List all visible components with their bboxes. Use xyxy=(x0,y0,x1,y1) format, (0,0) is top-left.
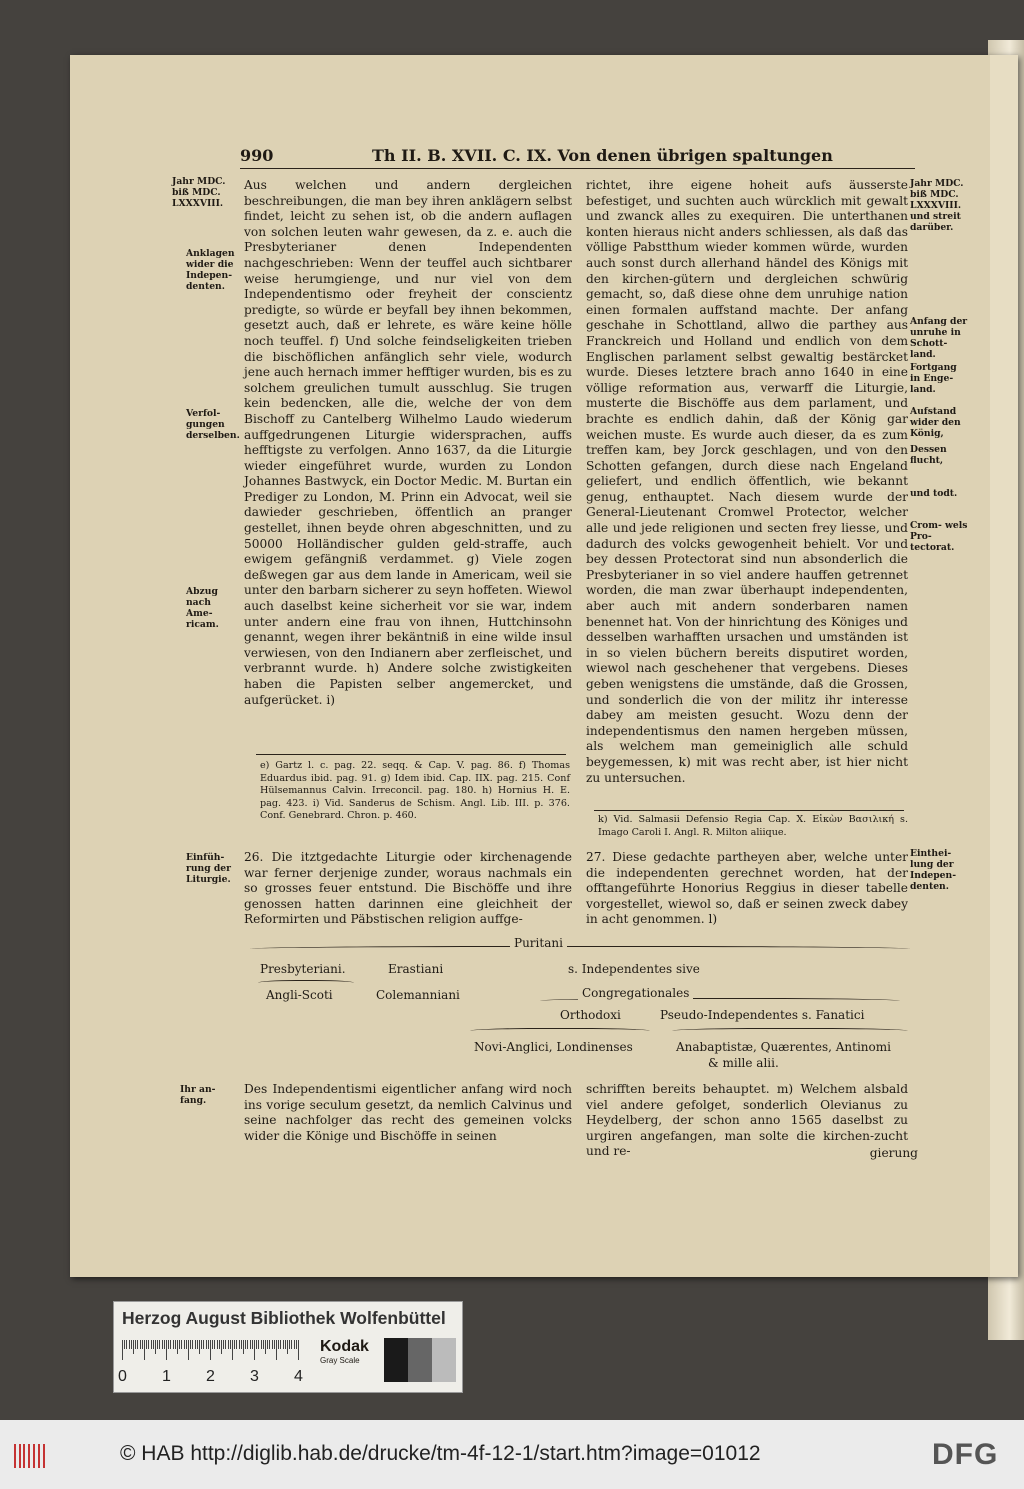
ruler-tick-mark xyxy=(265,1340,266,1354)
ruler-tick-mark xyxy=(190,1340,191,1349)
ruler-tick-mark xyxy=(122,1340,123,1360)
barcode-icon xyxy=(14,1444,48,1468)
margin-note-anklagen: Anklagen wider die Indepen- denten. xyxy=(186,248,235,292)
ruler-tick-mark xyxy=(245,1340,246,1349)
ruler-tick-mark xyxy=(197,1340,198,1349)
ruler-tick-mark xyxy=(140,1340,141,1349)
ruler-tick-mark xyxy=(261,1340,262,1349)
ruler-tick-0: 0 xyxy=(118,1368,127,1385)
ruler-tick-mark xyxy=(217,1340,218,1349)
ruler-tick-mark xyxy=(256,1340,257,1349)
ruler-tick-mark xyxy=(230,1340,231,1349)
left-column-text xyxy=(244,178,572,708)
ruler-tick-mark xyxy=(184,1340,185,1349)
tree-congregationales: Congregationales xyxy=(578,986,693,1000)
ruler-tick-mark xyxy=(144,1340,145,1360)
margin-note-verfolgungen: Verfol- gungen derselben. xyxy=(186,408,240,441)
ruler-tick-mark xyxy=(239,1340,240,1349)
margin-note-anfang: Ihr an- fang. xyxy=(180,1084,216,1106)
tree-presbyteriani: Presbyteriani. xyxy=(260,962,346,976)
ruler-tick-mark xyxy=(195,1340,196,1349)
left-paragraph-26: 26. Die itztgedachte Liturgie oder kirchenagende war ferner derjenige zunder, woraus nachmals ein so grosses feuer entstund. Die Bischöffe und ihre genossen hatten darinnen eine gleichheit der Reformirten und Päbstischen religion auffge- xyxy=(244,850,572,927)
margin-note-flucht: Dessen flucht, xyxy=(910,444,947,466)
page-number: 990 xyxy=(240,146,274,165)
ruler-tick-mark xyxy=(232,1340,233,1360)
library-label-card xyxy=(113,1301,463,1393)
margin-note-einfuehrung: Einfüh- rung der Liturgie. xyxy=(186,852,231,885)
ruler-tick-mark xyxy=(210,1340,211,1360)
tree-novi-anglici: Novi-Anglici, Londinenses xyxy=(474,1040,633,1054)
ruler-tick-mark xyxy=(135,1340,136,1349)
library-name: Herzog August Bibliothek Wolfenbüttel xyxy=(122,1308,446,1328)
source-url[interactable]: © HAB http://diglib.hab.de/drucke/tm-4f-12-1/start.htm?image=01012 xyxy=(120,1442,761,1465)
ruler-tick-mark xyxy=(280,1340,281,1349)
ruler-tick-mark xyxy=(188,1340,189,1360)
ruler-tick-mark xyxy=(192,1340,193,1349)
margin-note-years-left: Jahr MDC. biß MDC. LXXXVIII. xyxy=(172,176,226,209)
left-bottom-paragraph: Des Independentismi eigentlicher anfang wird noch ins vorige seculum gesetzt, da nemlich Calvinus und seine nachfolger das recht des gemeinen volcks wider die Könige und Bischöffe in seinen xyxy=(244,1082,572,1143)
barcode-bar xyxy=(19,1444,21,1468)
ruler-tick-mark xyxy=(291,1340,292,1349)
ruler-tick-mark xyxy=(162,1340,163,1349)
ruler-tick-mark xyxy=(276,1340,277,1360)
ruler-tick-mark xyxy=(254,1340,255,1360)
ruler-tick-mark xyxy=(243,1340,244,1354)
ruler-tick-mark xyxy=(157,1340,158,1349)
dfg-logo: DFG xyxy=(932,1438,999,1471)
margin-note-schottland: Anfang der unruhe in Schott- land. xyxy=(910,316,968,360)
ruler-tick-mark xyxy=(126,1340,127,1349)
kodak-brand: Kodak xyxy=(320,1338,369,1355)
right-column-text xyxy=(586,178,908,786)
barcode-bar xyxy=(43,1444,45,1468)
ruler-tick-mark xyxy=(274,1340,275,1349)
gray-swatch-mid xyxy=(408,1338,432,1382)
ruler-tick-mark xyxy=(247,1340,248,1349)
ruler-tick-mark xyxy=(228,1340,229,1349)
ruler-tick-mark xyxy=(137,1340,138,1349)
kodak-logo xyxy=(320,1338,369,1365)
ruler-tick-mark xyxy=(234,1340,235,1349)
margin-note-eintheilung: Einthei- lung der Indepen- denten. xyxy=(910,848,957,892)
viewer-footer xyxy=(0,1420,1024,1489)
right-footnote: k) Vid. Salmasii Defensio Regia Cap. X. Εἰκὼν Βασιλική s. Imago Caroli I. Angl. R. Milton aliique. xyxy=(598,814,908,838)
ruler-tick-mark xyxy=(223,1340,224,1349)
ruler-tick-mark xyxy=(146,1340,147,1349)
left-footnote-rule xyxy=(256,754,566,755)
right-bottom-paragraph: schrifften bereits behauptet. m) Welchem alsbald viel andere gefolget, sonderlich Olevianus zu Heydelberg, der schon anno 1565 daselbst zu urgiren angefangen, man solte die kirchen-zucht und re- xyxy=(586,1082,908,1159)
tree-erastiani: Erastiani xyxy=(388,962,444,976)
ruler-tick-mark xyxy=(294,1340,295,1349)
ruler-tick-mark xyxy=(153,1340,154,1349)
ruler-tick-mark xyxy=(155,1340,156,1354)
ruler-tick-mark xyxy=(201,1340,202,1349)
ruler-tick-4: 4 xyxy=(294,1368,303,1385)
ruler-tick-mark xyxy=(148,1340,149,1349)
ruler-tick-mark xyxy=(133,1340,134,1354)
ruler-tick-mark xyxy=(283,1340,284,1349)
ruler-tick-mark xyxy=(241,1340,242,1349)
ruler-tick-mark xyxy=(289,1340,290,1349)
kodak-scale-label: Gray Scale xyxy=(320,1356,360,1365)
margin-note-years-right: Jahr MDC. biß MDC. LXXXVIII. und streit darüber. xyxy=(910,178,964,233)
left-footnotes: e) Gartz l. c. pag. 22. seqq. & Cap. V. pag. 86. f) Thomas Eduardus ibid. pag. 91. g) Idem ibid. Cap. IIX. pag. 215. Conf Hülsemannus Calvin. Irreconcil. pag. 180. h) Hornius H. E. pag. 423. i) Vid. Sanderus de Schism. Angl. Lib. III. p. 376. Conf. Genebrard. Chron. p. 460. xyxy=(260,760,570,821)
ruler-tick-mark xyxy=(170,1340,171,1349)
margin-note-engeland: Fortgang in Enge- land. xyxy=(910,362,957,395)
ruler-tick-mark xyxy=(166,1340,167,1360)
ruler-tick-mark xyxy=(203,1340,204,1349)
margin-note-todt: und todt. xyxy=(910,488,958,499)
ruler-tick-mark xyxy=(236,1340,237,1349)
ruler-tick-mark xyxy=(179,1340,180,1349)
barcode-bar xyxy=(33,1444,35,1468)
left-main-paragraph: Aus welchen und andern dergleichen beschreibungen, die man bey ihren anklägern selbst findet, leicht zu sehen ist, ob die andern auflagen von solchen leuten wahr gewesen, da z. e. auch die Presbyterianer denen Independenten nachgeschrieben: Wenn der teuffel auch sichtbarer weise herumgienge, und nur viel von dem Independentismo oder freyheit der conscientz predigte, so würde er beyfall bey ihnen bekommen, gesetzt auch, daß er lehrete, es wäre keine hölle noch teuffel. f) Und solche feindseligkeiten trieben die bischöflichen anfänglich sehr viele, wodurch jene auch hernach immer hefftiger wurden, bis es zu solchem greulichen tumult ausschlug. Sie trugen kein bedencken, alle die, welche der von dem Bischoff zu Cantelberg Wilhelmo Laudo wiederum auffgedrungenen Liturgie widersprachen, auffs hefftigste zu verfolgen. Anno 1637, da die Liturgie wieder eingeführet wurde, wurden zu London Johannes Bastwyck, ein Doctor Medic. M. Burtan ein Prediger zu London, M. Prinn ein Advocat, weil sie dawieder geschrieben, öffentlich an pranger gestellet, ihnen beyde ohren abgeschnitten, und zu 50000 Holländischer gulden geld-straffe, auch ewigem gefängniß verdammet. g) Viele zogen deßwegen gar aus dem lande in Americam, weil sie unter den barbarn sicherer zu seyn hoffeten. Wiewol auch daselbst keine sicherheit vor sie war, indem unter andern eine frau von ihnen, Huttchinsohn genannt, wegen ihrer bekäntniß in eine wilde insul verwiesen, von den Indianern aber zerfleischet, und verbrannt wurde. h) Andere solche zwistigkeiten haben die Papisten selber angemercket, und aufgerücket. i) xyxy=(244,178,572,707)
margin-note-cromwel: Crom- wels Pro- tectorat. xyxy=(910,520,968,553)
ruler-tick-mark xyxy=(296,1340,297,1349)
tree-brace-root xyxy=(250,946,910,953)
ruler-tick-mark xyxy=(287,1340,288,1354)
ruler-tick-mark xyxy=(131,1340,132,1349)
barcode-bar xyxy=(28,1444,30,1468)
ruler-tick-mark xyxy=(175,1340,176,1349)
ruler-tick-mark xyxy=(252,1340,253,1349)
tree-root: Puritani xyxy=(510,936,567,950)
right-footnote-rule xyxy=(594,810,904,811)
ruler-tick-mark xyxy=(206,1340,207,1349)
ruler-tick-mark xyxy=(186,1340,187,1349)
ruler-tick-mark xyxy=(181,1340,182,1349)
barcode-bar xyxy=(38,1444,40,1468)
barcode-bar xyxy=(14,1444,16,1468)
gray-swatch-black xyxy=(384,1338,408,1382)
ruler-tick-mark xyxy=(129,1340,130,1349)
gray-swatch-light xyxy=(432,1338,456,1382)
tree-anabaptistae: Anabaptistæ, Quærentes, Antinomi xyxy=(676,1040,891,1054)
ruler-tick-3: 3 xyxy=(250,1368,259,1385)
ruler-tick-mark xyxy=(208,1340,209,1349)
tree-brace-presb xyxy=(258,980,354,987)
ruler-tick-mark xyxy=(173,1340,174,1349)
catchword: gierung xyxy=(869,1146,918,1160)
ruler-tick-mark xyxy=(124,1340,125,1349)
ruler-tick-mark xyxy=(159,1340,160,1349)
ruler-tick-mark xyxy=(142,1340,143,1349)
ruler-tick-mark xyxy=(168,1340,169,1349)
running-title: Th II. B. XVII. C. IX. Von denen übrigen spaltungen xyxy=(372,146,833,165)
tree-mille-alii: & mille alii. xyxy=(708,1056,779,1070)
tree-brace-pseudo xyxy=(672,1028,908,1035)
right-main-paragraph: richtet, ihre eigene hoheit aufs äusserste befestiget, und suchten auch würcklich mit gewalt und zwanck alles zu exequiren. Die unterthanen konten hieraus nicht anders schliessen, als daß das völlige Pabstthum wieder kommen würde, wurden auch sonst durch allerhand händel des Königs mit den kirchen-gütern und dergleichen schwürig gemacht, so, daß diese ohne dem unruhige nation einen formalen auffstand machte. Der anfang geschahe in Schottland, allwo die parthey aus Franckreich und Holland und endlich von dem Englischen parlament selbst gewaltig bestärcket wurde. Dieses letztere brach anno 1640 in eine völlige reformation aus, verwarff die Liturgie, musterte die Bischöffe aus dem parlament, und brachte es endlich dahin, daß der König gar weichen muste. Es wurde auch dieser, da es zum treffen kam, bey Jorck geschlagen, und von den Schotten gefangen, durch diese nach Engeland geliefert, und endlich öffentlich, wie bekannt genug, enthauptet. Nach diesem wurde der General-Lieutenant Cromwel Protector, welcher alle und jede religionen und secten frey liesse, und dadurch des volcks gewogenheit behielt. Vor und bey dessen Protectorat sind nun absonderlich die Presbyterianer in so viel andere hauffen getrennet worden, die man zwar überhaupt independenten, aber auch mit andern sonderbaren namen benennet hat. Von der hinrichtung des Königes und desselben warhafften ursachen und umständen ist in so vielen büchern bereits disputiret worden, wiewol nach geschehener that vergebens. Dieses geben wenigstens die umstände, daß die Grossen, und sonderlich die von der militz ihr interesse dabey am meisten gesucht. Wozu denn der independentismus den namen hergeben müssen, als welchem man gemeiniglich alle schuld beygemessen, k) mit was recht aber, ist hier nicht zu untersuchen. xyxy=(586,178,908,785)
tree-independentes: s. Independentes sive xyxy=(568,962,700,976)
margin-note-aufstand: Aufstand wider den König, xyxy=(910,406,961,439)
ruler-tick-mark xyxy=(212,1340,213,1349)
margin-note-abzug: Abzug nach Ame- ricam. xyxy=(186,586,219,630)
ruler-tick-mark xyxy=(278,1340,279,1349)
page-header xyxy=(240,146,915,169)
ruler-tick-1: 1 xyxy=(162,1368,171,1385)
scale-ruler xyxy=(122,1340,310,1360)
ruler-tick-mark xyxy=(267,1340,268,1349)
ruler-tick-mark xyxy=(221,1340,222,1354)
ruler-tick-2: 2 xyxy=(206,1368,215,1385)
ruler-tick-mark xyxy=(269,1340,270,1349)
ruler-tick-mark xyxy=(164,1340,165,1349)
ruler-tick-mark xyxy=(199,1340,200,1354)
ruler-tick-mark xyxy=(225,1340,226,1349)
tree-pseudo: Pseudo-Independentes s. Fanatici xyxy=(660,1008,865,1022)
tree-angli-scoti: Angli-Scoti xyxy=(266,988,333,1002)
tree-colemanniani: Colemanniani xyxy=(376,988,460,1002)
ruler-tick-mark xyxy=(298,1340,299,1360)
right-paragraph-27: 27. Diese gedachte partheyen aber, welche unter die independenten gerechnet worden, hat der offtangeführte Honorius Reggius in dieser tabelle vorgestellet, wiewol so, daß er seinen zweck dabey in acht genommen. l) xyxy=(586,850,908,927)
ruler-tick-mark xyxy=(177,1340,178,1354)
ruler-tick-mark xyxy=(214,1340,215,1349)
ruler-tick-mark xyxy=(263,1340,264,1349)
ruler-tick-mark xyxy=(219,1340,220,1349)
ruler-tick-mark xyxy=(285,1340,286,1349)
tree-orthodoxi: Orthodoxi xyxy=(560,1008,621,1022)
ruler-tick-mark xyxy=(151,1340,152,1349)
ruler-tick-mark xyxy=(250,1340,251,1349)
ruler-tick-mark xyxy=(258,1340,259,1349)
barcode-bar xyxy=(23,1444,25,1468)
tree-brace-orthodoxi xyxy=(470,1028,650,1035)
ruler-tick-mark xyxy=(272,1340,273,1349)
